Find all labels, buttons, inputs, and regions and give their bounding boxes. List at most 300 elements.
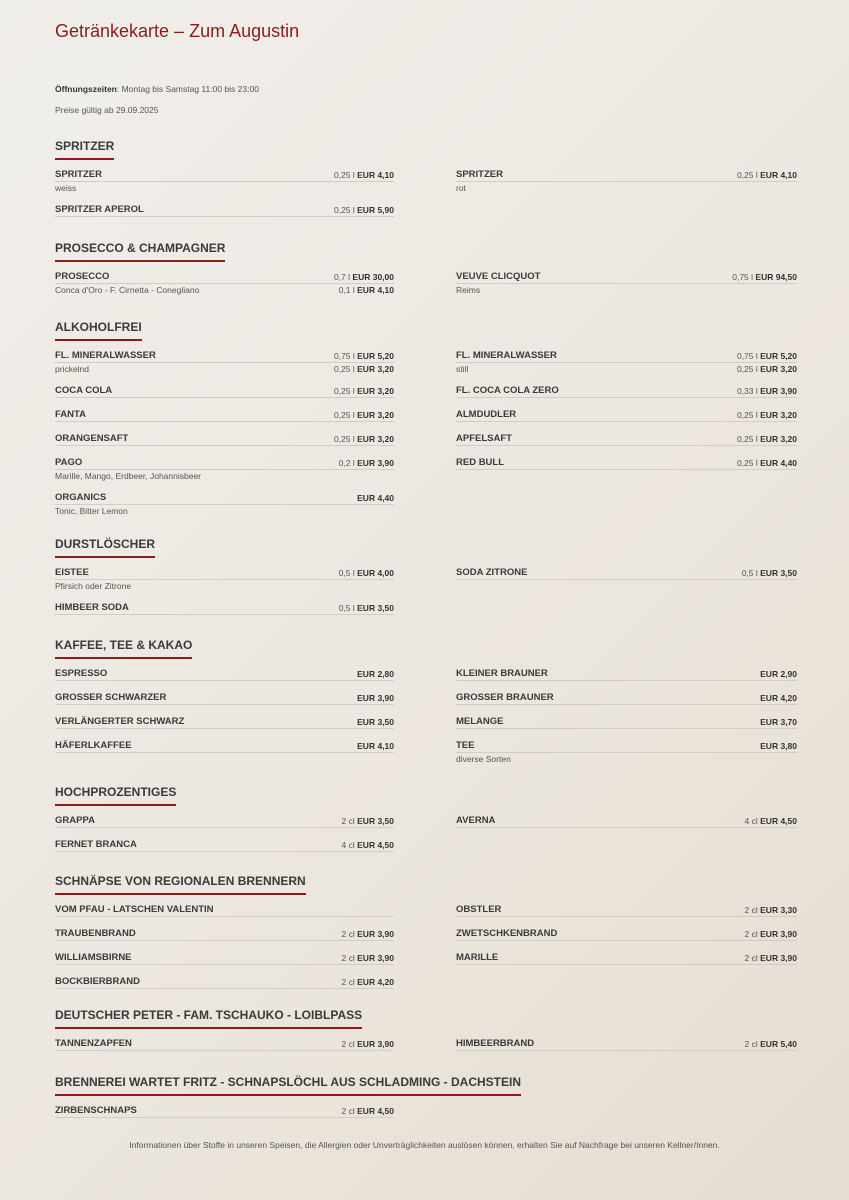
item-name: SODA ZITRONE (456, 567, 528, 578)
column-right (456, 667, 797, 774)
section-durstl-scher (55, 535, 797, 625)
menu-item (55, 739, 394, 753)
item-price (357, 717, 394, 727)
item-name: RED BULL (456, 457, 505, 468)
item-price-value: EUR 3,50 (357, 717, 394, 727)
item-name-row (456, 814, 797, 828)
item-price (745, 929, 797, 939)
item-price (760, 717, 797, 727)
item-price-value: EUR 3,20 (760, 434, 797, 444)
item-size: 2 cl (341, 816, 355, 826)
item-size: 2 cl (341, 929, 355, 939)
column-left (55, 168, 394, 227)
item-price-value: EUR 3,20 (760, 364, 797, 374)
column-right (456, 1037, 797, 1061)
item-name: OBSTLER (456, 904, 502, 915)
menu-item (456, 715, 797, 729)
menu-item (55, 691, 394, 705)
item-name-row (55, 814, 394, 828)
item-description: diverse Sorten (456, 754, 511, 764)
item-name-row (55, 566, 394, 580)
item-description: prickelnd (55, 364, 90, 374)
item-price-value: EUR 4,00 (357, 568, 394, 578)
menu-item (55, 456, 394, 481)
menu-item (456, 691, 797, 705)
item-name: FERNET BRANCA (55, 839, 137, 850)
item-name: MELANGE (456, 716, 504, 727)
menu-item (456, 456, 797, 470)
column-left (55, 349, 394, 526)
item-sub-row (456, 754, 797, 764)
column-left (55, 270, 394, 305)
section-heading: SCHNÄPSE VON REGIONALEN BRENNERN (55, 874, 306, 895)
item-description: Reims (456, 285, 481, 295)
section-heading: HOCHPROZENTIGES (55, 785, 176, 806)
section-heading: KAFFEE, TEE & KAKAO (55, 638, 192, 659)
item-price (342, 929, 394, 939)
menu-item (55, 814, 394, 828)
item-size: 0,7 l (333, 272, 351, 282)
menu-item (55, 667, 394, 681)
menu-item (456, 384, 797, 398)
item-price (342, 977, 394, 987)
menu-item (55, 903, 394, 917)
item-price-value: EUR 4,10 (760, 170, 797, 180)
item-name: FL. MINERALWASSER (456, 350, 557, 361)
section-spritzer (55, 137, 797, 227)
item-name-row (456, 408, 797, 422)
item-name: BOCKBIERBRAND (55, 976, 140, 987)
item-price-value: EUR 5,20 (357, 351, 394, 361)
section-kaffee-tee-kakao (55, 636, 797, 774)
item-description: Pfirsich oder Zitrone (55, 581, 132, 591)
item-name: SPRITZER APEROL (55, 204, 144, 215)
section-heading: SPRITZER (55, 139, 114, 160)
opening-hours-text: : Montag bis Samstag 11:00 bis 23:00 (116, 84, 259, 94)
section-items (55, 814, 797, 862)
column-right (456, 168, 797, 227)
column-right (456, 349, 797, 526)
item-sub-row (456, 183, 797, 193)
menu-item (456, 566, 797, 580)
column-left (55, 667, 394, 774)
column-left (55, 814, 394, 862)
item-price (334, 272, 394, 282)
item-size: 0,75 l (732, 272, 754, 282)
item-price (742, 568, 797, 578)
item-name: TRAUBENBRAND (55, 928, 136, 939)
item-price (334, 434, 394, 444)
item-price-value: EUR 3,90 (760, 386, 797, 396)
section-prosecco-champagner (55, 239, 797, 305)
item-size: 0,25 l (333, 410, 355, 420)
item-price-value: EUR 5,20 (760, 351, 797, 361)
item-name-row (55, 349, 394, 363)
section-schn-pse-von-regionalen-brennern (55, 872, 797, 999)
item-name: GRAPPA (55, 815, 95, 826)
item-price (339, 285, 394, 295)
item-price-value: EUR 3,50 (357, 816, 394, 826)
item-name-row (55, 601, 394, 615)
item-description: still (456, 364, 469, 374)
menu-item (456, 927, 797, 941)
item-name-row (456, 667, 797, 681)
opening-hours-label: Öffnungszeiten (55, 84, 117, 94)
item-price-value: EUR 94,50 (755, 272, 797, 282)
allergen-footer: Informationen über Stoffe in unseren Speisen, die Allergien oder Unverträglichkeiten auslösen können, erhalten Sie auf Nachfrage bei unseren Kellner/Innen. (129, 1140, 720, 1150)
menu-item (55, 270, 394, 295)
item-name-row (55, 384, 394, 398)
item-name: PROSECCO (55, 271, 110, 282)
menu-item (55, 975, 394, 989)
item-price-value: EUR 3,90 (357, 693, 394, 703)
item-price-value: EUR 4,50 (357, 1106, 394, 1116)
item-description: rot (456, 183, 466, 193)
item-size: 0,25 l (736, 410, 758, 420)
menu-item (55, 715, 394, 729)
item-price-value: EUR 4,10 (357, 741, 394, 751)
item-name: SPRITZER (456, 169, 503, 180)
item-size: 2 cl (341, 977, 355, 987)
section-items (55, 903, 797, 999)
item-sub-row (55, 471, 394, 481)
item-description: Tonic, Bitter Lemon (55, 506, 128, 516)
item-price (334, 410, 394, 420)
item-description: Marille, Mango, Erdbeer, Johannisbeer (55, 471, 201, 481)
item-price (737, 458, 797, 468)
section-items (55, 349, 797, 526)
item-price (745, 1039, 797, 1049)
item-name-row (456, 168, 797, 182)
item-name: HIMBEERBRAND (456, 1038, 535, 1049)
item-price (745, 816, 797, 826)
item-name: VEUVE CLICQUOT (456, 271, 541, 282)
item-name: COCA COLA (55, 385, 113, 396)
section-brennerei-wartet-fritz-schnapsl-chl-aus-schladming-dachstein (55, 1073, 797, 1128)
item-sub-row (55, 364, 394, 374)
item-name: ALMDUDLER (456, 409, 517, 420)
menu-item (55, 432, 394, 446)
item-size: 4 cl (744, 816, 758, 826)
item-price (334, 351, 394, 361)
item-size: 0,1 l (338, 285, 355, 295)
item-name-row (55, 903, 394, 917)
item-size: 2 cl (341, 953, 355, 963)
item-name-row (55, 456, 394, 470)
item-price (357, 493, 394, 503)
menu-item (55, 349, 394, 374)
item-price-value: EUR 3,90 (760, 953, 797, 963)
item-price-value: EUR 3,80 (760, 741, 797, 751)
item-name: KLEINER BRAUNER (456, 668, 548, 679)
menu-item (55, 838, 394, 852)
item-size: 0,25 l (333, 364, 355, 374)
item-name: ORGANICS (55, 492, 107, 503)
item-name: ESPRESSO (55, 668, 108, 679)
item-size: 0,5 l (338, 568, 355, 578)
menu-item (456, 903, 797, 917)
section-items (55, 667, 797, 774)
item-size: 0,33 l (736, 386, 758, 396)
column-right (456, 814, 797, 862)
item-price (334, 364, 394, 374)
item-size: 0,25 l (736, 434, 758, 444)
item-price (334, 386, 394, 396)
item-size: 0,75 l (736, 351, 758, 361)
item-price-value: EUR 3,20 (357, 364, 394, 374)
item-sub-row (55, 285, 394, 295)
item-price (334, 205, 394, 215)
item-price-value: EUR 4,40 (760, 458, 797, 468)
item-price-value: EUR 3,20 (357, 434, 394, 444)
column-right (456, 903, 797, 999)
menu-item (456, 667, 797, 681)
item-price-value: EUR 4,10 (357, 285, 394, 295)
item-price-value: EUR 4,40 (357, 493, 394, 503)
column-right (456, 1104, 797, 1128)
section-heading: DEUTSCHER PETER - FAM. TSCHAUKO - LOIBLPASS (55, 1008, 362, 1029)
item-size: 0,5 l (741, 568, 758, 578)
item-name-row (456, 715, 797, 729)
item-size: 2 cl (744, 905, 758, 915)
item-price-value: EUR 3,20 (357, 410, 394, 420)
item-description: Conca d'Oro - F. Cirnetta - Conegliano (55, 285, 200, 295)
section-items (55, 270, 797, 305)
price-validity: Preise gültig ab 29.09.2025 (55, 105, 159, 115)
item-size: 0,25 l (333, 434, 355, 444)
item-price-value: EUR 2,90 (760, 669, 797, 679)
item-name: TANNENZAPFEN (55, 1038, 132, 1049)
item-name: VOM PFAU - LATSCHEN VALENTIN (55, 904, 214, 915)
menu-item (55, 601, 394, 615)
item-size: 0,2 l (338, 458, 355, 468)
item-price (339, 458, 394, 468)
item-price (760, 693, 797, 703)
item-name-row (456, 270, 797, 284)
item-price-value: EUR 5,90 (357, 205, 394, 215)
section-items (55, 1037, 797, 1061)
item-name-row (55, 203, 394, 217)
item-name-row (55, 715, 394, 729)
item-price (745, 905, 797, 915)
item-sub-row (55, 581, 394, 591)
item-name: FL. MINERALWASSER (55, 350, 156, 361)
item-name-row (55, 432, 394, 446)
section-heading: PROSECCO & CHAMPAGNER (55, 241, 225, 262)
item-size: 2 cl (341, 1106, 355, 1116)
item-name: ORANGENSAFT (55, 433, 129, 444)
item-price (357, 669, 394, 679)
item-name-row (456, 349, 797, 363)
item-name-row (55, 975, 394, 989)
item-name-row (55, 838, 394, 852)
item-name-row (55, 1037, 394, 1051)
item-price (737, 410, 797, 420)
item-price (357, 741, 394, 751)
item-price-value: EUR 30,00 (352, 272, 394, 282)
item-price-value: EUR 3,70 (760, 717, 797, 727)
menu-item (55, 203, 394, 217)
section-items (55, 1104, 797, 1128)
item-name: EISTEE (55, 567, 89, 578)
item-name-row (456, 432, 797, 446)
item-price (339, 603, 394, 613)
menu-item (456, 951, 797, 965)
item-name: APFELSAFT (456, 433, 512, 444)
item-price (760, 741, 797, 751)
section-items (55, 168, 797, 227)
item-name: SPRITZER (55, 169, 102, 180)
item-name: HÄFERLKAFFEE (55, 740, 132, 751)
menu-item (456, 408, 797, 422)
item-name: FL. COCA COLA ZERO (456, 385, 559, 396)
item-price-value: EUR 4,50 (357, 840, 394, 850)
item-price-value: EUR 4,50 (760, 816, 797, 826)
item-size: 2 cl (744, 953, 758, 963)
item-name-row (456, 1037, 797, 1051)
item-price (737, 386, 797, 396)
item-name-row (55, 667, 394, 681)
section-hochprozentiges (55, 783, 797, 862)
item-price-value: EUR 3,20 (760, 410, 797, 420)
item-price (342, 816, 394, 826)
item-price (732, 272, 797, 282)
item-name: MARILLE (456, 952, 499, 963)
item-price (342, 840, 394, 850)
item-name-row (456, 951, 797, 965)
item-name-row (55, 270, 394, 284)
menu-item (55, 1037, 394, 1051)
opening-hours (55, 84, 259, 94)
item-price-value: EUR 5,40 (760, 1039, 797, 1049)
item-name-row (55, 168, 394, 182)
item-name: PAGO (55, 457, 83, 468)
item-price (357, 693, 394, 703)
item-price (760, 669, 797, 679)
item-name: WILLIAMSBIRNE (55, 952, 132, 963)
item-price-value: EUR 3,90 (357, 458, 394, 468)
item-name-row (456, 456, 797, 470)
menu-item (55, 1104, 394, 1118)
menu-item (55, 491, 394, 516)
column-left (55, 1104, 394, 1128)
item-price-value: EUR 3,50 (357, 603, 394, 613)
item-size: 2 cl (341, 1039, 355, 1049)
item-size: 2 cl (744, 1039, 758, 1049)
item-size: 2 cl (744, 929, 758, 939)
item-name: VERLÄNGERTER SCHWARZ (55, 716, 185, 727)
item-price (737, 170, 797, 180)
item-price (334, 170, 394, 180)
menu-item (55, 384, 394, 398)
item-name-row (55, 739, 394, 753)
item-sub-row (55, 506, 394, 516)
column-left (55, 566, 394, 625)
item-name: FANTA (55, 409, 86, 420)
item-price-value: EUR 3,90 (760, 929, 797, 939)
item-name: GROSSER BRAUNER (456, 692, 554, 703)
item-name-row (456, 739, 797, 753)
item-size: 0,25 l (333, 205, 355, 215)
item-name: HIMBEER SODA (55, 602, 129, 613)
item-price (737, 434, 797, 444)
menu-item (456, 1037, 797, 1051)
item-price (745, 953, 797, 963)
item-price (342, 1039, 394, 1049)
section-deutscher-peter-fam-tschauko-loiblpass (55, 1006, 797, 1061)
item-size: 0,5 l (338, 603, 355, 613)
item-price (342, 1106, 394, 1116)
menu-item (456, 168, 797, 193)
page-title: Getränkekarte – Zum Augustin (55, 21, 300, 41)
column-right (456, 270, 797, 305)
section-heading: BRENNEREI WARTET FRITZ - SCHNAPSLÖCHL AUS SCHLADMING - DACHSTEIN (55, 1075, 521, 1096)
item-price (737, 351, 797, 361)
menu-item (456, 814, 797, 828)
item-price (737, 364, 797, 374)
menu-item (456, 739, 797, 764)
item-size: 0,25 l (333, 170, 355, 180)
section-heading: ALKOHOLFREI (55, 320, 142, 341)
item-name-row (456, 927, 797, 941)
item-size: 0,25 l (333, 386, 355, 396)
item-price-value: EUR 3,30 (760, 905, 797, 915)
menu-item (456, 270, 797, 295)
item-name-row (55, 491, 394, 505)
item-price (339, 568, 394, 578)
item-name: AVERNA (456, 815, 496, 826)
item-name-row (55, 927, 394, 941)
item-name-row (55, 1104, 394, 1118)
item-size: 0,75 l (333, 351, 355, 361)
item-size: 4 cl (341, 840, 355, 850)
item-name-row (456, 903, 797, 917)
item-name-row (55, 951, 394, 965)
menu-item (456, 349, 797, 374)
menu-item (55, 168, 394, 193)
column-right (456, 566, 797, 625)
item-name-row (55, 408, 394, 422)
section-heading: DURSTLÖSCHER (55, 537, 155, 558)
item-name-row (456, 691, 797, 705)
item-name: GROSSER SCHWARZER (55, 692, 167, 703)
item-price-value: EUR 4,10 (357, 170, 394, 180)
item-name: ZWETSCHKENBRAND (456, 928, 558, 939)
column-left (55, 903, 394, 999)
item-price-value: EUR 3,90 (357, 929, 394, 939)
section-items (55, 566, 797, 625)
item-price-value: EUR 3,90 (357, 1039, 394, 1049)
menu-item (55, 566, 394, 591)
item-size: 0,25 l (736, 170, 758, 180)
item-size: 0,25 l (736, 364, 758, 374)
item-price-value: EUR 3,20 (357, 386, 394, 396)
item-sub-row (456, 285, 797, 295)
column-left (55, 1037, 394, 1061)
item-sub-row (456, 364, 797, 374)
item-price-value: EUR 4,20 (357, 977, 394, 987)
item-price (342, 953, 394, 963)
item-name: ZIRBENSCHNAPS (55, 1105, 137, 1116)
section-alkoholfrei (55, 318, 797, 526)
item-price-value: EUR 4,20 (760, 693, 797, 703)
item-name-row (456, 566, 797, 580)
item-name-row (55, 691, 394, 705)
item-price-value: EUR 2,80 (357, 669, 394, 679)
item-price-value: EUR 3,90 (357, 953, 394, 963)
menu-item (55, 927, 394, 941)
item-name: TEE (456, 740, 475, 751)
